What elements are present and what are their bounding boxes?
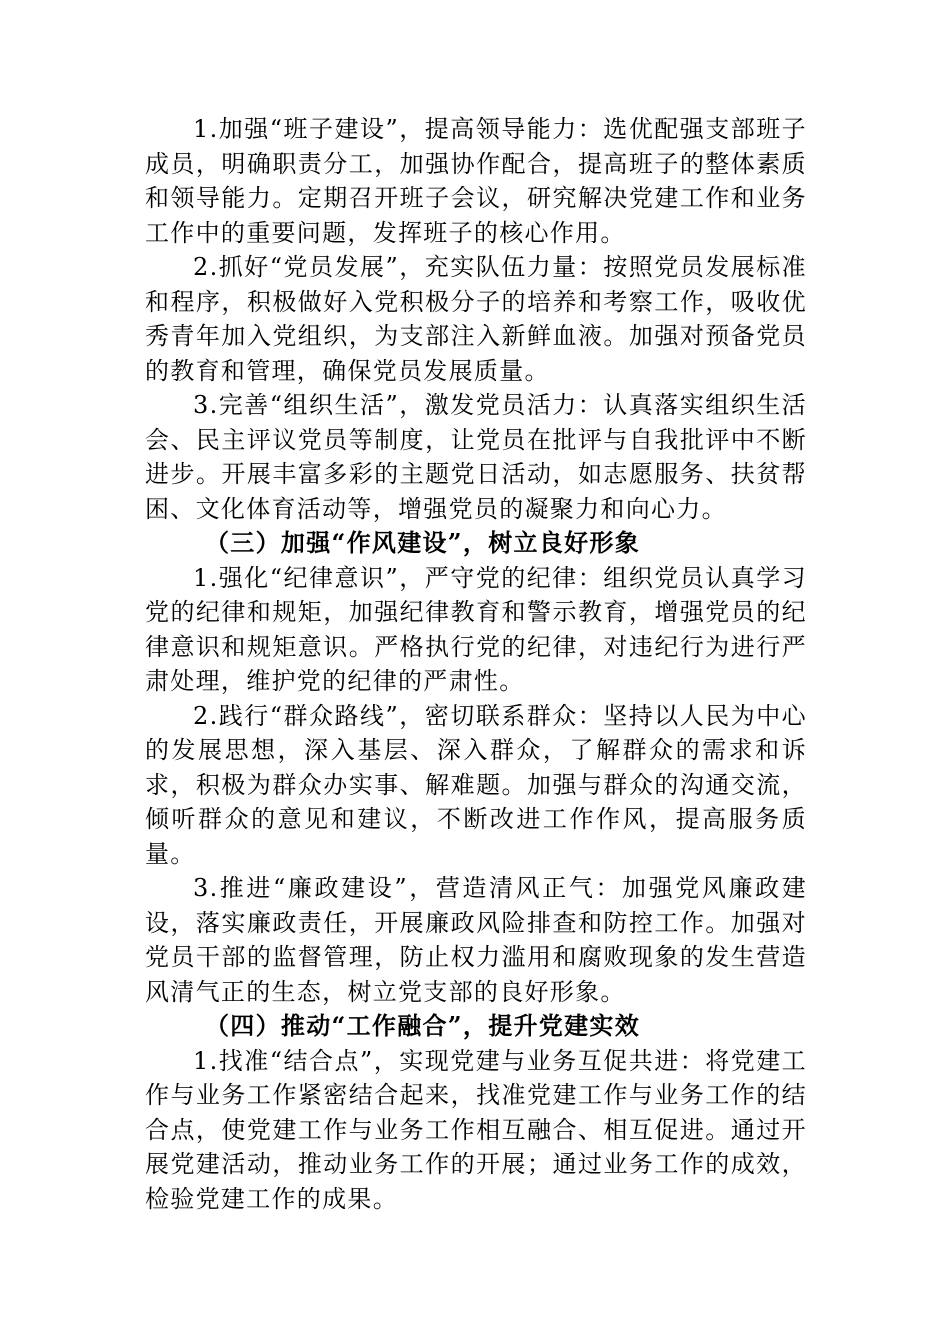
- document-page: [145, 112, 807, 1216]
- paragraph-integration-point: 1.找准“结合点”，实现党建与业务互促共进：将党建工作与业务工作紧密结合起来，找准党建工作与业务工作的结合点，使党建工作与业务工作相互融合、相互促进。通过开展党建活动，推动业务工作的开展；通过业务工作的成效，检验党建工作的成果。: [145, 1046, 807, 1213]
- section-heading-work-integration: （四）推动“工作融合”，提升党建实效: [205, 1011, 641, 1040]
- paragraph-team-building: 1.加强“班子建设”，提高领导能力：选优配强支部班子成员，明确职责分工，加强协作配合，提高班子的整体素质和领导能力。定期召开班子会议，研究解决党建工作和业务工作中的重要问题，发挥班子的核心作用。: [145, 115, 807, 247]
- paragraph-integrity: 3.推进“廉政建设”，营造清风正气：加强党风廉政建设，落实廉政责任，开展廉政风险排查和防控工作。加强对党员干部的监督管理，防止权力滥用和腐败现象的发生营造风清气正的生态，树立党支部的良好形象。: [145, 874, 807, 1006]
- paragraph-member-development: 2.抓好“党员发展”，充实队伍力量：按照党员发展标准和程序，积极做好入党积极分子的培养和考察工作，吸收优秀青年加入党组织，为支部注入新鲜血液。加强对预备党员的教育和管理，确保党员发展质量。: [145, 253, 807, 385]
- paragraph-mass-line: 2.践行“群众路线”，密切联系群众：坚持以人民为中心的发展思想，深入基层、深入群众，了解群众的需求和诉求，积极为群众办实事、解难题。加强与群众的沟通交流，倾听群众的意见和建议，不断改进工作作风，提高服务质量。: [145, 701, 807, 868]
- paragraph-organization-life: 3.完善“组织生活”，激发党员活力：认真落实组织生活会、民主评议党员等制度，让党员在批评与自我批评中不断进步。开展丰富多彩的主题党日活动，如志愿服务、扶贫帮困、文化体育活动等，增强党员的凝聚力和向心力。: [145, 391, 807, 523]
- paragraph-discipline: 1.强化“纪律意识”，严守党的纪律：组织党员认真学习党的纪律和规矩，加强纪律教育和警示教育，增强党员的纪律意识和规矩意识。严格执行党的纪律，对违纪行为进行严肃处理，维护党的纪律的严肃性。: [145, 563, 807, 695]
- section-heading-work-style: （三）加强“作风建设”，树立良好形象: [205, 528, 641, 557]
